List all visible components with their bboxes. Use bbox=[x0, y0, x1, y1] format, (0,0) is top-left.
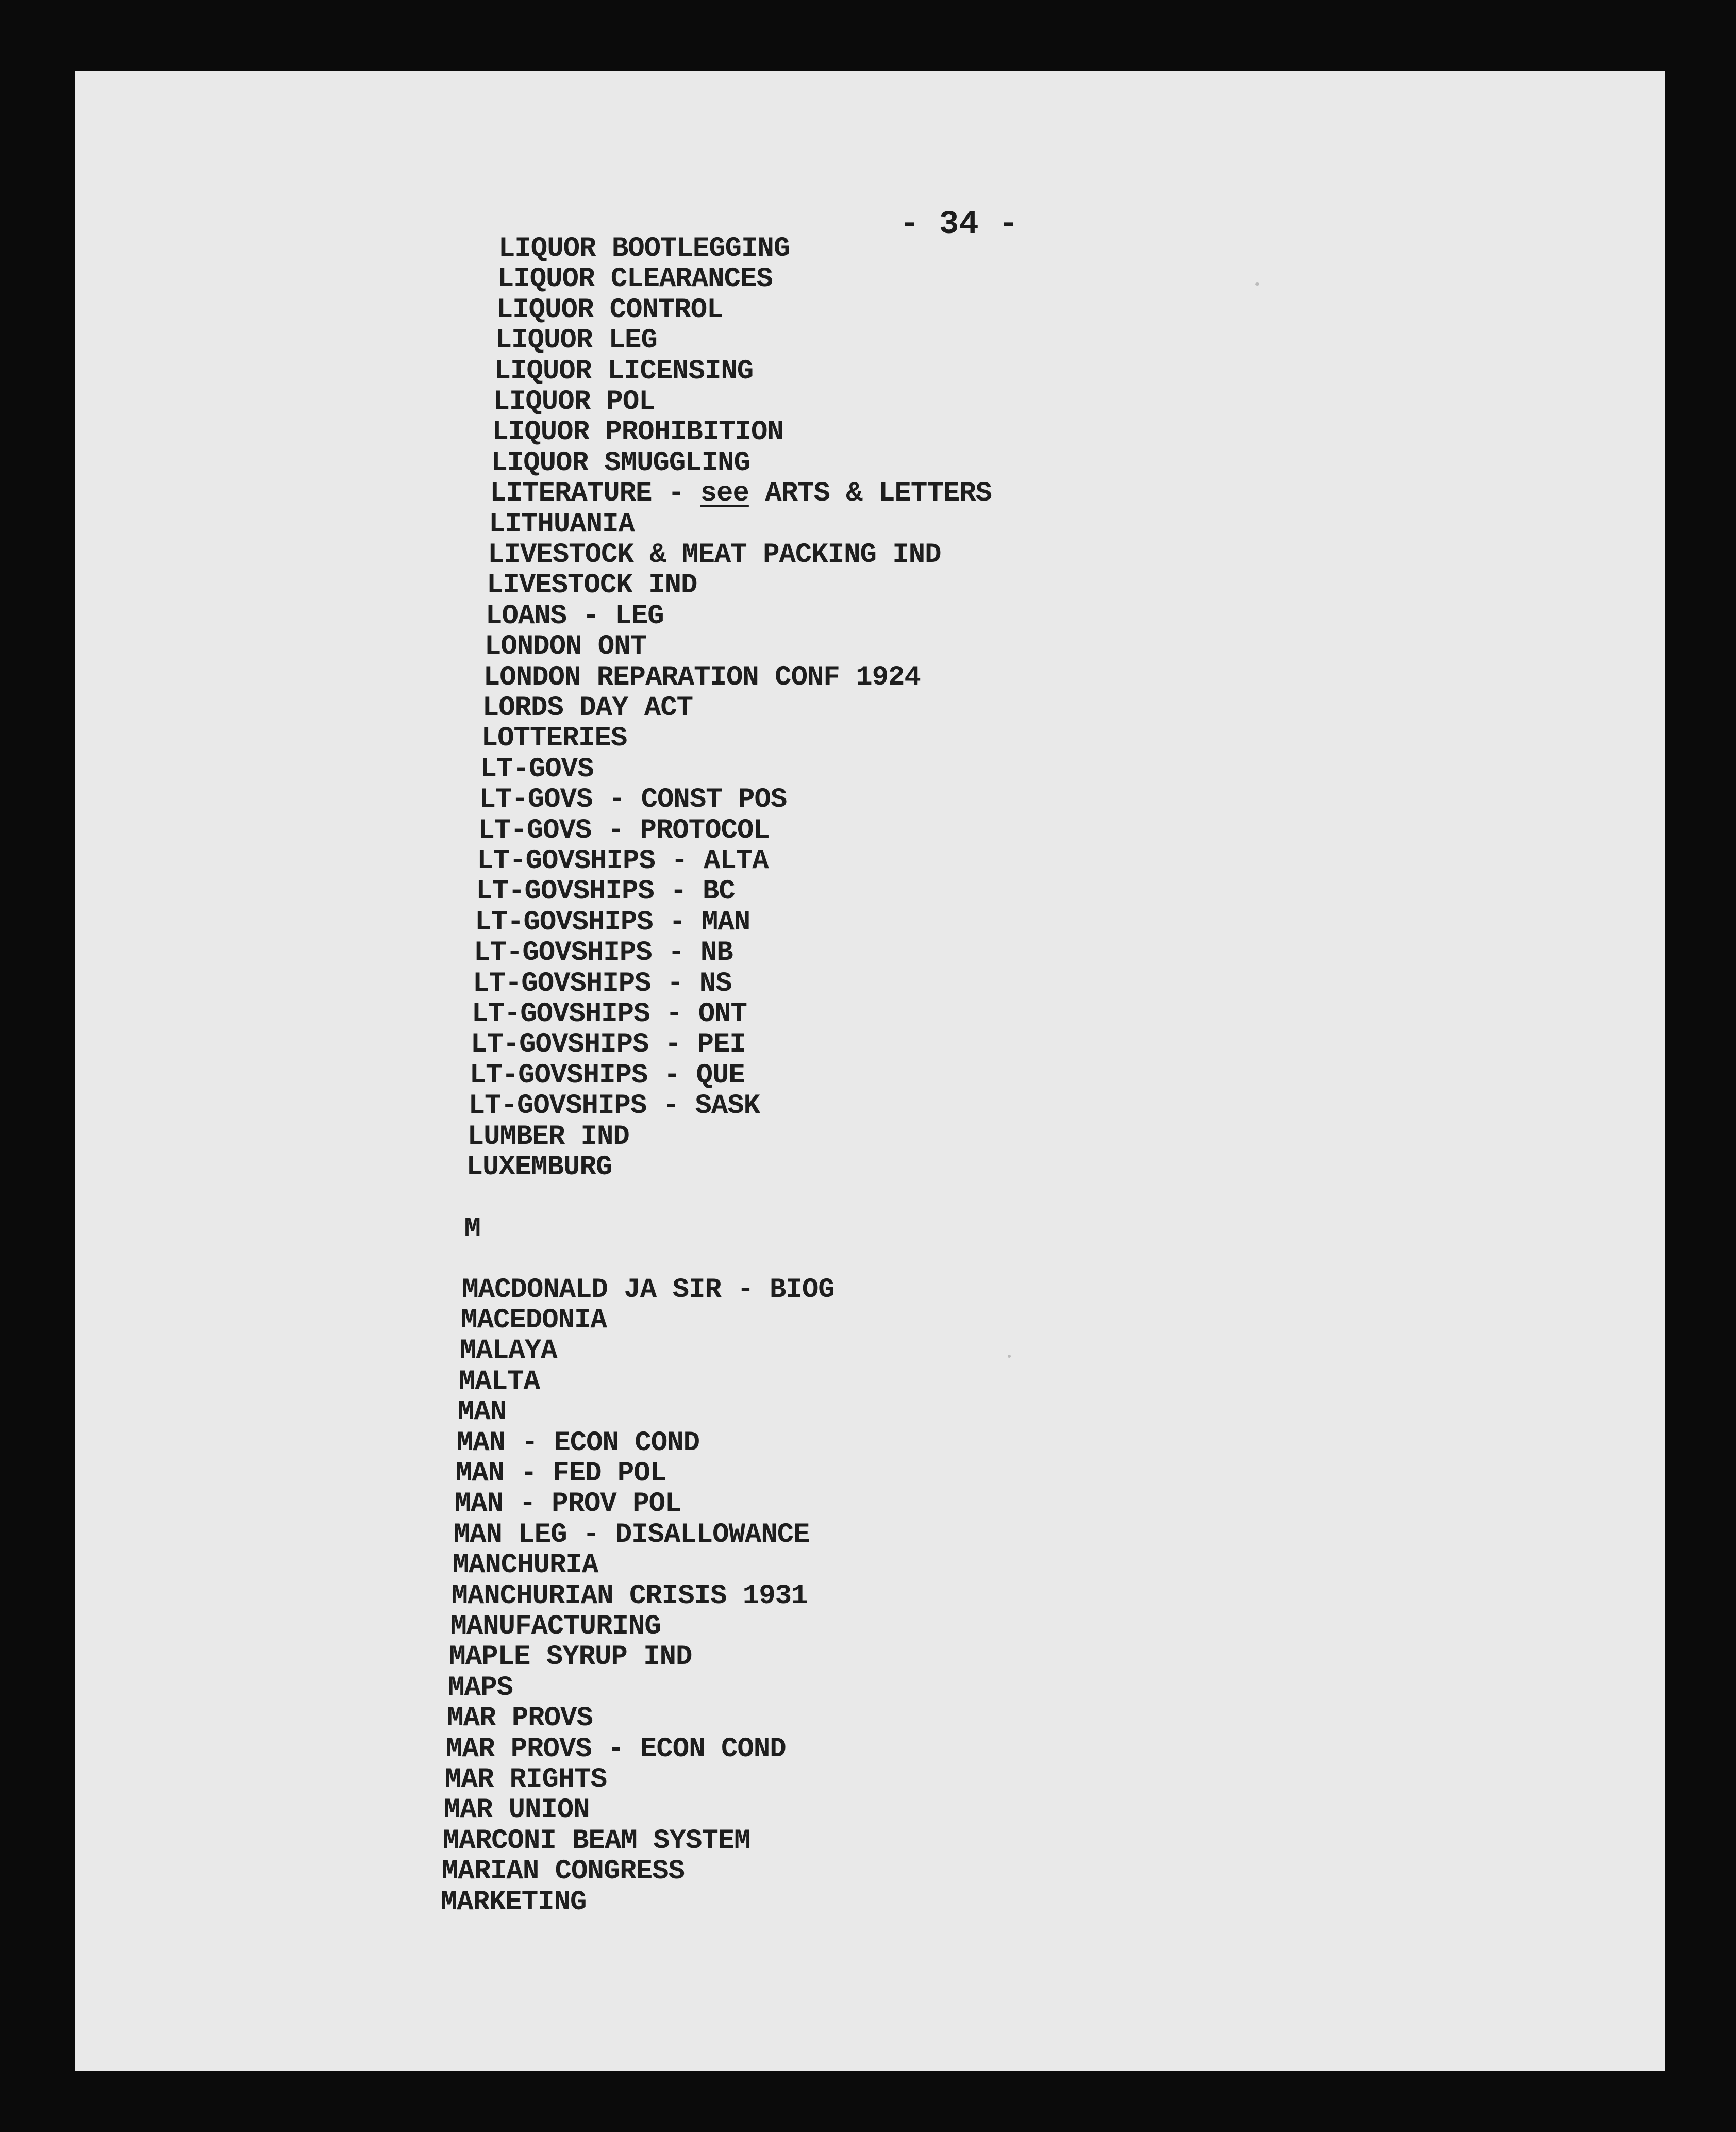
index-entry: LIQUOR LICENSING bbox=[494, 355, 754, 387]
index-entry-list bbox=[75, 71, 1665, 2071]
document-page bbox=[75, 71, 1665, 2071]
index-entry: MAR UNION bbox=[443, 1794, 590, 1826]
index-entry: LT-GOVS - PROTOCOL bbox=[478, 814, 770, 846]
index-entry: LT-GOVS bbox=[480, 753, 594, 785]
index-entry: LIVESTOCK IND bbox=[487, 570, 697, 602]
index-entry: LOTTERIES bbox=[481, 723, 627, 755]
index-entry: MARCONI BEAM SYSTEM bbox=[442, 1825, 750, 1857]
index-entry: LT-GOVSHIPS - QUE bbox=[469, 1059, 745, 1091]
index-entry: LT-GOVSHIPS - ONT bbox=[472, 998, 747, 1030]
index-entry: MANUFACTURING bbox=[450, 1611, 661, 1642]
index-entry: MAN - PROV POL bbox=[454, 1488, 681, 1520]
index-entry: MANCHURIA bbox=[452, 1550, 598, 1581]
index-entry: LIQUOR CLEARANCES bbox=[497, 263, 773, 295]
index-entry: LT-GOVSHIPS - BC bbox=[476, 876, 735, 908]
index-entry: MACDONALD JA SIR - BIOG bbox=[462, 1274, 834, 1306]
index-entry: LOANS - LEG bbox=[486, 600, 664, 632]
index-entry: LIQUOR PROHIBITION bbox=[492, 417, 783, 448]
index-entry: MAN LEG - DISALLOWANCE bbox=[453, 1519, 810, 1551]
index-entry: MAN - ECON COND bbox=[456, 1427, 699, 1459]
index-entry: MAPS bbox=[448, 1672, 513, 1704]
index-entry: LT-GOVS - CONST POS bbox=[479, 784, 787, 816]
index-entry: LIQUOR LEG bbox=[495, 325, 657, 357]
index-entry: LIQUOR POL bbox=[493, 386, 655, 418]
index-entry: LIVESTOCK & MEAT PACKING IND bbox=[488, 539, 941, 571]
index-entry: MACEDONIA bbox=[461, 1305, 607, 1336]
index-entry: MAR PROVS bbox=[447, 1703, 593, 1735]
index-entry: MANCHURIAN CRISIS 1931 bbox=[451, 1580, 808, 1612]
index-entry: LIQUOR SMUGGLING bbox=[491, 447, 750, 479]
index-entry: MAR RIGHTS bbox=[445, 1764, 607, 1795]
section-letter-heading: M bbox=[464, 1213, 481, 1245]
index-entry: MAPLE SYRUP IND bbox=[449, 1641, 692, 1673]
index-entry: LT-GOVSHIPS - NB bbox=[474, 937, 733, 969]
index-entry: LORDS DAY ACT bbox=[482, 692, 693, 724]
index-entry: LUXEMBURG bbox=[466, 1152, 612, 1183]
index-entry: LUMBER IND bbox=[467, 1121, 629, 1153]
index-entry: LONDON REPARATION CONF 1924 bbox=[483, 661, 921, 693]
index-entry: LT-GOVSHIPS - NS bbox=[473, 968, 732, 1000]
index-entry: LONDON ONT bbox=[484, 631, 647, 663]
index-entry: LT-GOVSHIPS - PEI bbox=[470, 1029, 746, 1061]
index-entry: MARIAN CONGRESS bbox=[441, 1856, 685, 1888]
index-entry: MAN bbox=[457, 1396, 507, 1428]
index-entry: MAN - FED POL bbox=[455, 1458, 666, 1489]
index-entry: LITHUANIA bbox=[489, 508, 635, 540]
page-number: - 34 - bbox=[899, 206, 1019, 243]
index-entry: LT-GOVSHIPS - SASK bbox=[468, 1090, 760, 1122]
index-entry: LIQUOR CONTROL bbox=[496, 294, 723, 326]
index-entry: MALTA bbox=[459, 1365, 540, 1397]
index-entry: LIQUOR BOOTLEGGING bbox=[498, 233, 790, 264]
index-entry: LT-GOVSHIPS - MAN bbox=[475, 906, 750, 938]
index-entry: MARKETING bbox=[440, 1886, 587, 1918]
index-entry: LT-GOVSHIPS - ALTA bbox=[477, 845, 769, 877]
index-entry: LITERATURE - see ARTS & LETTERS bbox=[490, 478, 992, 510]
index-entry: MAR PROVS - ECON COND bbox=[446, 1733, 786, 1765]
index-entry: MALAYA bbox=[460, 1335, 557, 1367]
